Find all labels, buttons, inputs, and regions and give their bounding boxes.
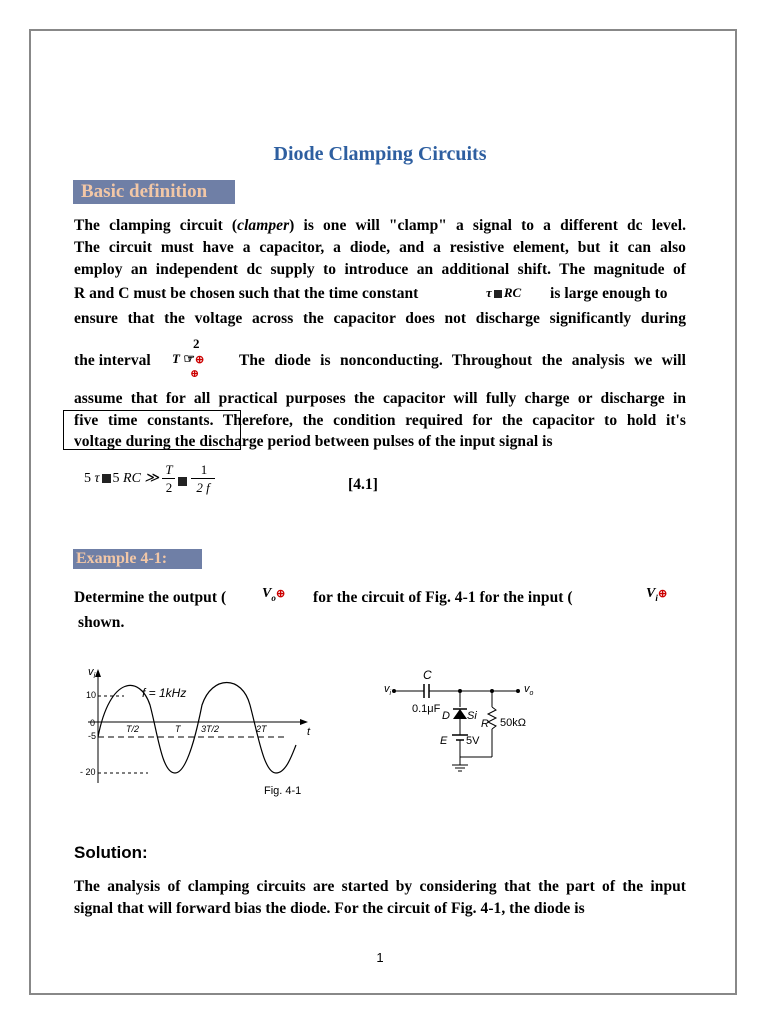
equation-4-1: 5 τ 5 RC ≫ [84, 471, 160, 486]
equation-frac2-den: 2 f [196, 480, 210, 495]
paragraph-line: The diode is nonconducting. Throughout the analysis we will [239, 352, 686, 369]
vo-symbol: $V_o\oplus$ [262, 586, 286, 603]
waveform-tick-neg5: -5 [88, 731, 97, 741]
equals-box-icon [178, 472, 187, 490]
red-marker-icon: ⊕ [190, 368, 200, 380]
section-heading-example: Example 4-1: [73, 549, 202, 569]
paragraph-line: the interval [74, 352, 151, 369]
resistor-value: 50kΩ [500, 717, 526, 729]
waveform-frequency: f = 1kHz [142, 686, 187, 700]
fraction-bar [162, 478, 175, 479]
waveform-tick-t-half: T/2 [126, 724, 140, 734]
equation-frac2-num: 1 [200, 462, 208, 477]
input-waveform-figure [78, 665, 328, 805]
figure-caption: Fig. 4-1 [264, 785, 302, 797]
paragraph-line: voltage during the discharge period between pulses of the input signal is [74, 433, 553, 450]
paragraph-line: is large enough to [550, 285, 668, 302]
paragraph-line: The circuit must have a capacitor, a diode, and a resistive element, but it can also [74, 239, 686, 256]
paragraph-line: ensure that the voltage across the capacitor does not discharge significantly during [74, 310, 686, 327]
source-value: 5V [466, 735, 480, 747]
equation-frac1-num: T [165, 462, 173, 477]
circuit-output-label: $v_o$ [524, 683, 534, 698]
tau-rc-formula: τ RC [486, 285, 522, 300]
annotation-box [63, 410, 241, 450]
waveform-tick-0: 0 [90, 718, 96, 728]
solution-heading: Solution: [74, 843, 148, 862]
interval-formula: T ☞⊕ [172, 351, 205, 366]
diode-label: D [442, 710, 450, 722]
section-heading-basic-definition: Basic definition [73, 180, 235, 204]
paragraph-line: employ an independent dc supply to introduce an additional shift. The magnitude of [74, 261, 686, 278]
capacitor-label: C [423, 668, 432, 682]
waveform-tick-10: 10 [86, 690, 97, 700]
example-line: for the circuit of Fig. 4-1 for the input ( [313, 589, 573, 606]
example-line: shown. [78, 614, 125, 631]
waveform-tick-2t: 2T [256, 724, 267, 734]
circuit-input-label: $v_i$ [384, 683, 392, 698]
resistor-label: R [481, 718, 489, 730]
solution-line: signal that will forward bias the diode. For the circuit of Fig. 4-1, the diode is [74, 900, 585, 917]
waveform-tick-t: T [175, 724, 181, 734]
waveform-tick-3t-half: 3T/2 [201, 724, 220, 734]
page-title: Diode Clamping Circuits [273, 143, 487, 165]
page-number: 1 [376, 950, 384, 965]
waveform-time-axis-label: t [307, 726, 311, 738]
fraction-bar [191, 478, 215, 479]
vi-symbol: $V_i\oplus$ [646, 586, 668, 603]
solution-line: The analysis of clamping circuits are started by considering that the part of the input [74, 878, 686, 895]
diode-type: Si [467, 710, 477, 722]
paragraph-line: The clamping circuit (clamper) is one will "clamp" a signal to a different dc level. [74, 217, 687, 234]
source-label: E [440, 735, 448, 747]
waveform-axis-label: $v_i$ [88, 666, 96, 681]
example-line: Determine the output ( [74, 589, 227, 606]
paragraph-line: assume that for all practical purposes the capacitor will fully charge or discharge in [74, 390, 686, 407]
capacitor-value: 0.1μF [412, 703, 441, 715]
paragraph-line: R and C must be chosen such that the time constant [74, 285, 419, 302]
waveform-tick-neg20: - 20 [80, 767, 96, 777]
equation-frac1-den: 2 [165, 480, 173, 495]
interval-formula-top: 2 [193, 336, 200, 351]
equation-number: [4.1] [348, 476, 378, 493]
paragraph-line: five time constants. Therefore, the condition required for the capacitor to hold it's [74, 412, 686, 429]
